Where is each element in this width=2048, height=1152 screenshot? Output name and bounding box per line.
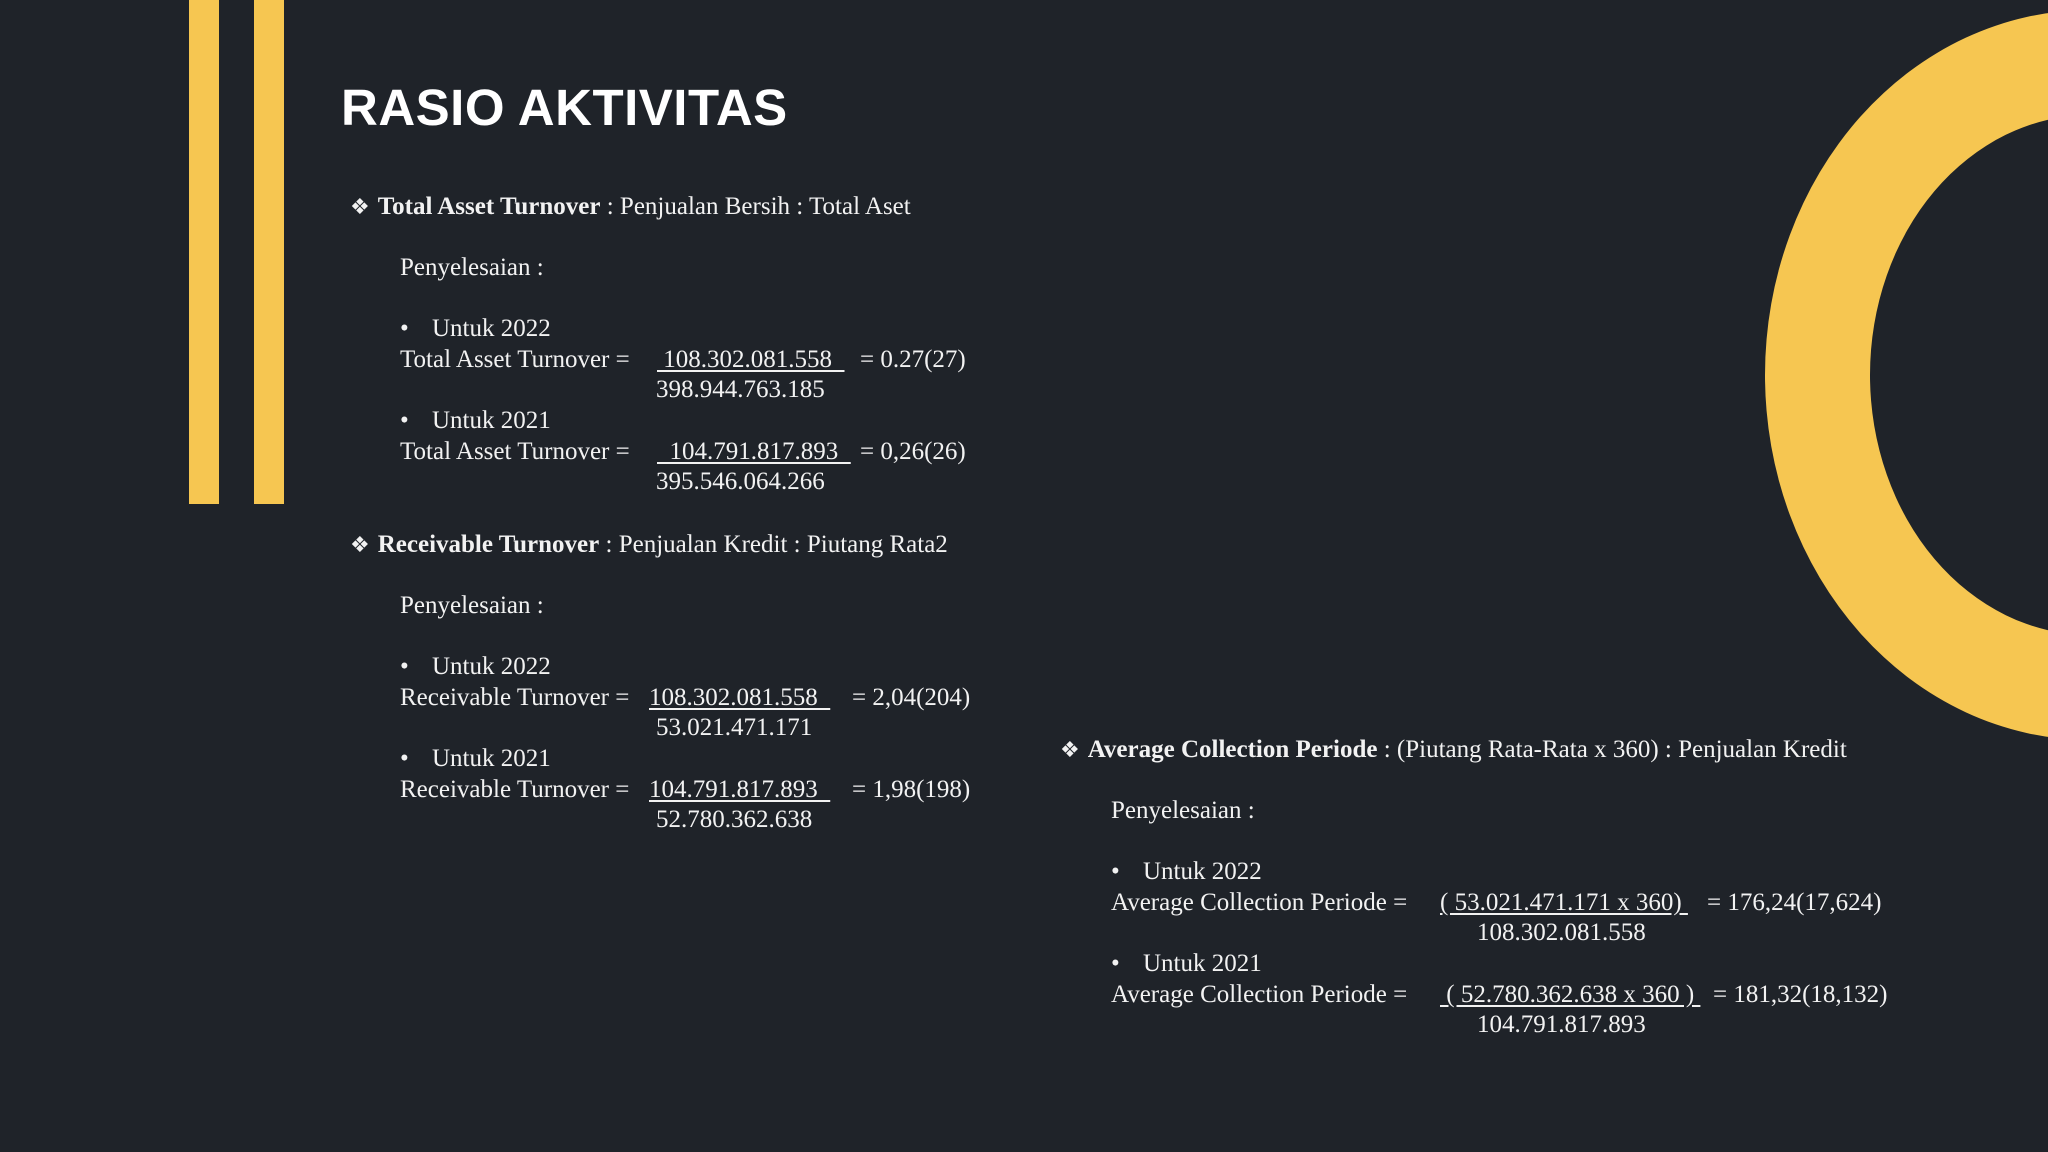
equation-lhs: Total Asset Turnover = [400, 438, 630, 465]
equation-lhs: Receivable Turnover = [400, 684, 630, 711]
equation-result: = 2,04(204) [852, 684, 971, 711]
page-title: RASIO AKTIVITAS [341, 79, 788, 136]
bullet-dot-icon: • [400, 745, 409, 772]
year-label: • Untuk 2022 [400, 653, 551, 680]
section-heading: ❖ Total Asset Turnover : Penjualan Bersih : Total Aset [350, 193, 911, 220]
bullet-dot-icon: • [1111, 858, 1120, 885]
accent-bar-right [254, 0, 284, 504]
bullet-dot-icon: • [1111, 950, 1120, 977]
equation-result: = 1,98(198) [852, 776, 971, 803]
penyelesaian-label: Penyelesaian : [1111, 797, 1255, 824]
equation-lhs: Average Collection Periode = [1111, 889, 1408, 916]
equation-numerator: 104.791.817.893 [649, 776, 831, 803]
equation-denominator: 53.021.471.171 [656, 714, 813, 741]
equation-result: = 181,32(18,132) [1713, 981, 1888, 1008]
accent-bar-left [189, 0, 219, 504]
equation-lhs: Receivable Turnover = [400, 776, 630, 803]
section-heading: ❖ Average Collection Periode : (Piutang Rata-Rata x 360) : Penjualan Kredit [1060, 736, 1847, 763]
bullet-dot-icon: • [400, 653, 409, 680]
year-label: • Untuk 2022 [1111, 858, 1262, 885]
diamond-bullet-icon: ❖ [1060, 738, 1080, 763]
section-heading: ❖ Receivable Turnover : Penjualan Kredit : Piutang Rata2 [350, 531, 948, 558]
diamond-bullet-icon: ❖ [350, 533, 370, 558]
bullet-dot-icon: • [400, 407, 409, 434]
equation-lhs: Average Collection Periode = [1111, 981, 1408, 1008]
equation-denominator: 52.780.362.638 [656, 806, 813, 833]
equation-numerator: 108.302.081.558 [657, 346, 845, 373]
equation-result: = 176,24(17,624) [1707, 889, 1882, 916]
decorative-ring [1765, 10, 2048, 740]
equation-denominator: 108.302.081.558 [1477, 919, 1646, 946]
equation-numerator: 108.302.081.558 [649, 684, 831, 711]
equation-result: = 0.27(27) [860, 346, 966, 373]
equation-denominator: 398.944.763.185 [656, 376, 825, 403]
equation-lhs: Total Asset Turnover = [400, 346, 630, 373]
year-label: • Untuk 2021 [400, 407, 551, 434]
penyelesaian-label: Penyelesaian : [400, 254, 544, 281]
equation-numerator: 104.791.817.893 [657, 438, 851, 465]
equation-denominator: 395.546.064.266 [656, 468, 825, 495]
equation-result: = 0,26(26) [860, 438, 966, 465]
equation-numerator: ( 52.780.362.638 x 360 ) [1440, 981, 1701, 1008]
equation-numerator: ( 53.021.471.171 x 360) [1440, 889, 1688, 916]
equation-denominator: 104.791.817.893 [1477, 1011, 1646, 1038]
diamond-bullet-icon: ❖ [350, 195, 370, 220]
year-label: • Untuk 2021 [400, 745, 551, 772]
bullet-dot-icon: • [400, 315, 409, 342]
year-label: • Untuk 2022 [400, 315, 551, 342]
year-label: • Untuk 2021 [1111, 950, 1262, 977]
penyelesaian-label: Penyelesaian : [400, 592, 544, 619]
